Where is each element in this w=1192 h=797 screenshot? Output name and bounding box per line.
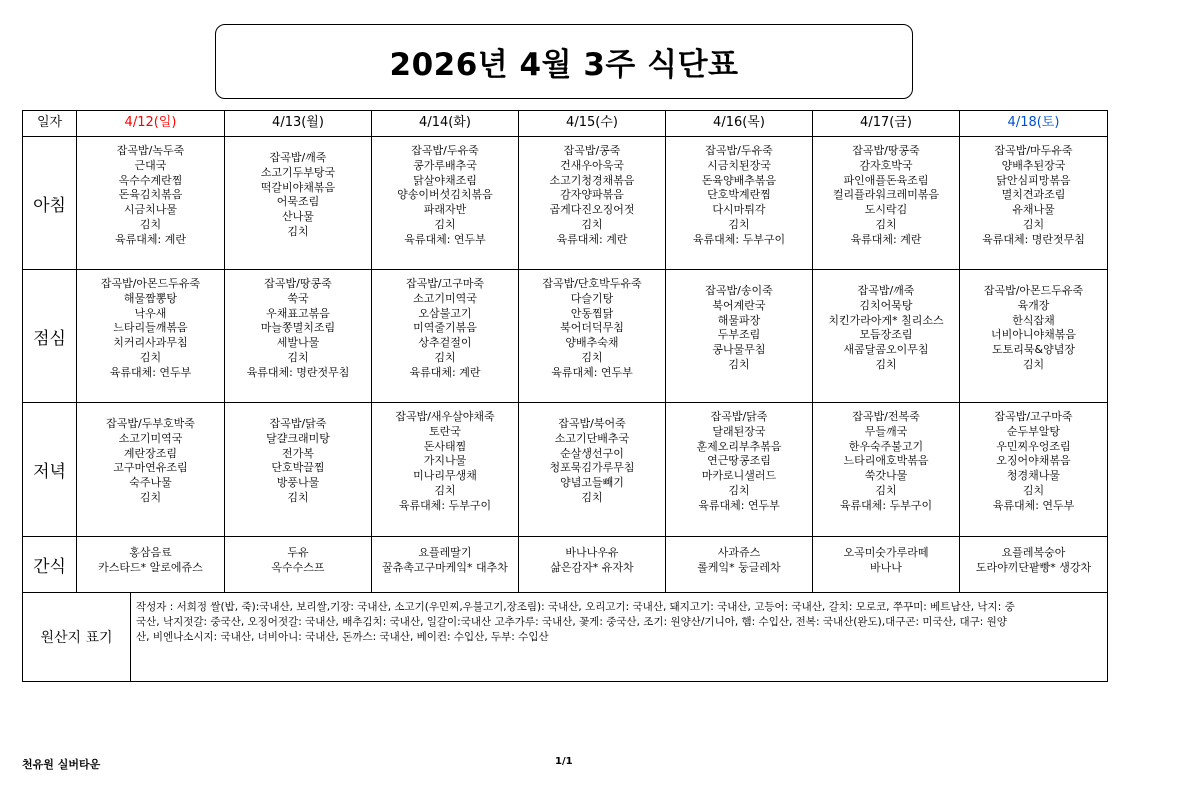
menu-item: 방풍나물	[276, 476, 320, 490]
menu-item: 김치	[728, 483, 750, 497]
menu-item: 육류대체: 두부구이	[398, 498, 492, 512]
menu-item: 달걀크래미탕	[266, 431, 330, 445]
menu-item: 김치	[287, 490, 309, 504]
menu-item: 산나물	[282, 210, 314, 224]
menu-cell	[960, 137, 1108, 270]
menu-item: 청경채나물	[1006, 469, 1061, 483]
menu-item: 김치	[1022, 483, 1045, 497]
menu-item: 김치	[875, 357, 897, 371]
menu-item: 육류대체: 두부구이	[839, 498, 933, 512]
origin-text	[131, 593, 1107, 681]
menu-item: 북어계란국	[712, 298, 766, 312]
menu-item: 김치	[139, 490, 162, 504]
menu-item: 유채나물	[1012, 203, 1055, 217]
menu-item: 홍삼음료	[129, 546, 172, 559]
menu-item: 안동찜닭	[570, 306, 614, 320]
menu-item: 시금치나물	[123, 203, 178, 217]
menu-item: 오징어야채볶음	[996, 454, 1071, 468]
meal-plan-table	[22, 110, 1108, 682]
menu-item: 잡곡밥/녹두죽	[116, 144, 185, 157]
menu-cell	[519, 403, 666, 537]
menu-item: 단호박끌찜	[271, 461, 325, 475]
dinner-row	[23, 403, 1108, 537]
menu-item: 옥수수스프	[271, 560, 325, 574]
menu-item: 감자호박국	[859, 158, 913, 172]
day-header: 4/15(수)	[519, 111, 666, 137]
menu-item: 김치	[875, 483, 897, 497]
menu-item: 잡곡밥/고구마죽	[405, 277, 485, 290]
menu-item: 잡곡밥/전복죽	[852, 410, 920, 423]
menu-item: 김치	[434, 217, 456, 231]
origin-line: 산, 비엔나소시지: 국내산, 너비아니: 국내산, 돈까스: 국내산, 베이컨: 수입산, 두부: 수입산	[136, 631, 549, 643]
menu-item: 순살생선구이	[560, 446, 624, 460]
menu-item: 해물짬뽕탕	[123, 291, 178, 305]
menu-item: 가지나물	[423, 454, 467, 468]
menu-cell	[960, 270, 1108, 403]
menu-item: 근대국	[134, 158, 167, 172]
menu-item: 롤케잌* 둥글레차	[697, 560, 781, 574]
menu-item: 소고기단배추국	[554, 431, 630, 445]
menu-item: 김치	[581, 350, 603, 364]
menu-item: 김치	[581, 490, 603, 504]
menu-item: 잡곡밥/마두유죽	[994, 144, 1073, 157]
menu-item: 김치	[287, 224, 309, 238]
menu-cell	[77, 270, 225, 403]
day-header: 4/13(월)	[225, 111, 372, 137]
day-header: 4/17(금)	[813, 111, 960, 137]
menu-item: 단호박계란찜	[707, 188, 771, 202]
menu-item: 잡곡밥/단호박두유죽	[542, 277, 642, 290]
menu-item: 잡곡밥/송이죽	[705, 284, 773, 297]
menu-item: 소고기미역국	[118, 431, 183, 445]
menu-item: 닭안심피망볶음	[996, 173, 1071, 187]
menu-item: 마늘쫑멸치조림	[260, 321, 336, 335]
menu-cell	[666, 403, 813, 537]
menu-item: 우민찌우엉조림	[996, 439, 1071, 453]
menu-item: 마카로니샐러드	[701, 469, 777, 483]
menu-item: 도라야끼단팥빵* 생강차	[975, 560, 1092, 574]
menu-cell	[225, 137, 372, 270]
menu-item: 잡곡밥/아몬드두유죽	[100, 277, 201, 290]
menu-cell	[960, 403, 1108, 537]
snack-row	[23, 537, 1108, 593]
menu-cell	[813, 137, 960, 270]
date-header-label: 일자	[23, 111, 77, 137]
menu-item: 김치	[287, 350, 309, 364]
menu-item: 콩나물무침	[712, 343, 766, 357]
menu-cell	[372, 137, 519, 270]
menu-item: 잡곡밥/두유죽	[705, 144, 773, 157]
menu-item: 육류대체: 계란	[850, 232, 922, 246]
day-header: 4/12(일)	[77, 111, 225, 137]
menu-item: 토란국	[429, 424, 461, 438]
menu-item: 우채표고볶음	[266, 306, 330, 320]
menu-item: 북어더덕무침	[560, 321, 624, 335]
menu-item: 육류대체: 계란	[115, 232, 186, 246]
menu-item: 양송이버섯김치볶음	[397, 188, 493, 202]
origin-container	[23, 593, 1108, 682]
menu-item: 잡곡밥/깨죽	[857, 284, 915, 297]
menu-item: 김치	[139, 217, 162, 231]
origin-line: 국산, 낙지젓갈: 중국산, 오징어젓갈: 국내산, 배추김치: 국내산, 일갈이:국내산 고추가루: 국내산, 꽃게: 중국산, 조기: 원양산/기니아, 햄: 수입산, 전복: 국내산(완도),대구곤: 미국산, 대구: 원양	[136, 616, 1007, 628]
menu-item: 도토리묵&양념장	[992, 343, 1075, 357]
menu-cell	[372, 537, 519, 593]
menu-item: 연근땅콩조림	[707, 454, 771, 468]
menu-cell	[77, 537, 225, 593]
menu-cell	[813, 270, 960, 403]
menu-item: 쑥국	[287, 291, 309, 305]
menu-item: 숙주나물	[129, 476, 172, 490]
menu-item: 육류대체: 계란	[409, 365, 481, 379]
menu-item: 잡곡밥/북어죽	[558, 417, 626, 430]
page-number: 1/1	[555, 756, 573, 767]
menu-item: 시금치된장국	[707, 158, 771, 172]
menu-item: 무들깨국	[864, 424, 908, 438]
origin-line: 작성자 : 서희정 쌀(밥, 죽):국내산, 보리쌀,기장: 국내산, 소고기(우민찌,우불고기,장조림): 국내산, 오리고기: 국내산, 돼지고기: 국내산, 고등어: 국내산, 갈치: 모로코, 쭈꾸미: 베트남산, 낙지: 중	[136, 601, 1015, 613]
menu-item: 해물파장	[717, 313, 761, 327]
menu-item: 도시락김	[864, 203, 908, 217]
menu-item: 느타리들깨볶음	[113, 321, 188, 335]
menu-item: 컬리플라워크레미볶음	[832, 188, 940, 202]
menu-cell	[960, 537, 1108, 593]
menu-item: 바나나우유	[565, 546, 619, 559]
menu-item: 육류대체: 계란	[556, 232, 628, 246]
menu-item: 치커리사과무침	[113, 336, 188, 350]
menu-item: 새콤달콤오이무침	[843, 343, 929, 357]
menu-cell	[519, 270, 666, 403]
menu-item: 삶은감자* 유자차	[550, 560, 634, 574]
menu-item: 잡곡밥/깨죽	[269, 151, 327, 164]
menu-item: 카스타드* 알로에쥬스	[98, 560, 203, 574]
menu-item: 잡곡밥/닭죽	[710, 410, 768, 423]
menu-item: 청포묵김가루무침	[549, 461, 635, 475]
page-title: 2026년 4월 3주 식단표	[389, 47, 739, 83]
menu-item: 느타리애호박볶음	[843, 454, 929, 468]
origin-label: 원산지 표기	[23, 593, 131, 681]
day-header: 4/18(토)	[960, 111, 1108, 137]
menu-item: 소고기미역국	[413, 291, 477, 305]
menu-item: 감자양파볶음	[560, 188, 624, 202]
menu-item: 김치	[728, 217, 750, 231]
menu-cell	[666, 270, 813, 403]
menu-item: 훈제오리부추볶음	[696, 439, 782, 453]
menu-item: 멸치견과조림	[1001, 188, 1066, 202]
menu-item: 미역줄기볶음	[413, 321, 477, 335]
menu-item: 잡곡밥/땅콩죽	[264, 277, 332, 290]
menu-cell	[225, 537, 372, 593]
menu-item: 육류대체: 연두부	[109, 365, 192, 379]
menu-cell	[225, 403, 372, 537]
menu-item: 육류대체: 연두부	[551, 365, 633, 379]
menu-item: 옥수수계란찜	[118, 173, 183, 187]
menu-item: 육류대체: 명란젓무침	[246, 365, 350, 379]
menu-item: 잡곡밥/콩죽	[563, 144, 621, 157]
menu-item: 김치	[875, 217, 897, 231]
menu-item: 김치	[434, 483, 456, 497]
facility-name: 천유원 실버타운	[22, 758, 101, 771]
menu-item: 파인애플돈육조림	[843, 173, 929, 187]
menu-cell	[813, 537, 960, 593]
menu-item: 미나리무생채	[413, 469, 477, 483]
menu-item: 계란장조림	[123, 446, 178, 460]
menu-item: 양배추숙채	[565, 336, 619, 350]
menu-item: 김치어묵탕	[859, 298, 913, 312]
menu-item: 다슬기탕	[570, 291, 614, 305]
menu-item: 순두부알탕	[1006, 424, 1061, 438]
menu-item: 소고기두부탕국	[260, 165, 336, 179]
menu-item: 어묵조림	[276, 195, 320, 209]
breakfast-row	[23, 137, 1108, 270]
menu-item: 두유	[287, 546, 309, 559]
header-row	[23, 111, 1108, 137]
lunch-row	[23, 270, 1108, 403]
menu-item: 닭살야채조림	[413, 173, 477, 187]
menu-cell	[813, 403, 960, 537]
menu-item: 잡곡밥/닭죽	[269, 417, 327, 430]
menu-item: 낙우새	[134, 306, 167, 320]
menu-item: 잡곡밥/두부호박죽	[106, 417, 195, 430]
menu-item: 달래된장국	[712, 424, 766, 438]
menu-item: 모듬장조림	[859, 328, 913, 342]
menu-item: 한식잡채	[1012, 313, 1055, 327]
meal-label-dinner: 저녁	[23, 403, 77, 537]
menu-item: 육류대체: 연두부	[404, 232, 486, 246]
menu-item: 두부조림	[717, 328, 761, 342]
menu-item: 바나나	[870, 560, 902, 574]
menu-item: 김치	[581, 217, 603, 231]
menu-cell	[372, 270, 519, 403]
menu-item: 곱게다진오징어젓	[549, 203, 635, 217]
menu-item: 육류대체: 명란젓무침	[982, 232, 1085, 246]
menu-cell	[519, 137, 666, 270]
menu-item: 전가복	[282, 446, 314, 460]
menu-item: 치킨가라아게* 칠리소스	[828, 313, 944, 327]
menu-item: 양념고들빼기	[560, 476, 624, 490]
menu-item: 돈육김치볶음	[118, 188, 183, 202]
menu-item: 잡곡밥/아몬드두유죽	[983, 284, 1084, 297]
title-box	[215, 24, 913, 99]
menu-item: 김치	[728, 357, 750, 371]
menu-item: 세발나물	[276, 336, 320, 350]
menu-cell	[225, 270, 372, 403]
meal-label-snack: 간식	[23, 537, 77, 593]
menu-item: 콩가루배추국	[413, 158, 477, 172]
menu-item: 고구마연유조림	[113, 461, 188, 475]
menu-cell	[666, 537, 813, 593]
day-header: 4/14(화)	[372, 111, 519, 137]
menu-item: 상추겉절이	[418, 336, 472, 350]
menu-item: 파래자반	[423, 203, 467, 217]
menu-item: 잡곡밥/고구마죽	[994, 410, 1073, 423]
menu-item: 김치	[1022, 357, 1045, 371]
menu-item: 너비아니야채볶음	[990, 328, 1076, 342]
menu-item: 건새우아욱국	[560, 158, 624, 172]
menu-item: 꿀츄촉고구마케잌* 대추차	[382, 560, 508, 574]
menu-cell	[77, 137, 225, 270]
menu-item: 요플레복숭아	[1001, 546, 1066, 559]
menu-item: 육개장	[1017, 298, 1050, 312]
menu-item: 돈육양배추볶음	[701, 173, 777, 187]
menu-item: 잡곡밥/새우살야채죽	[395, 410, 495, 423]
menu-item: 떡갈비야채볶음	[260, 180, 336, 194]
meal-label-lunch: 점심	[23, 270, 77, 403]
menu-cell	[666, 137, 813, 270]
menu-item: 김치	[139, 350, 162, 364]
menu-item: 돈사태찜	[423, 439, 467, 453]
menu-item: 육류대체: 연두부	[698, 498, 780, 512]
menu-cell	[77, 403, 225, 537]
menu-item: 양배추된장국	[1001, 158, 1066, 172]
day-header: 4/16(목)	[666, 111, 813, 137]
menu-item: 요플레딸기	[418, 546, 472, 559]
menu-item: 쑥갓나물	[864, 469, 908, 483]
menu-item: 오곡미숫가루라떼	[843, 546, 929, 559]
menu-item: 소고기청경채볶음	[549, 173, 635, 187]
menu-item: 잡곡밥/두유죽	[411, 144, 479, 157]
menu-cell	[372, 403, 519, 537]
menu-item: 다시마튀각	[712, 203, 766, 217]
menu-item: 잡곡밥/땅콩죽	[852, 144, 920, 157]
menu-item: 육류대체: 연두부	[992, 498, 1075, 512]
menu-item: 사과쥬스	[717, 546, 761, 559]
menu-item: 김치	[434, 350, 456, 364]
origin-row	[23, 593, 1108, 682]
menu-item: 김치	[1022, 217, 1045, 231]
meal-label-breakfast: 아침	[23, 137, 77, 270]
menu-item: 한우숙주불고기	[848, 439, 924, 453]
menu-item: 오삼불고기	[418, 306, 472, 320]
menu-item: 육류대체: 두부구이	[692, 232, 786, 246]
menu-cell	[519, 537, 666, 593]
